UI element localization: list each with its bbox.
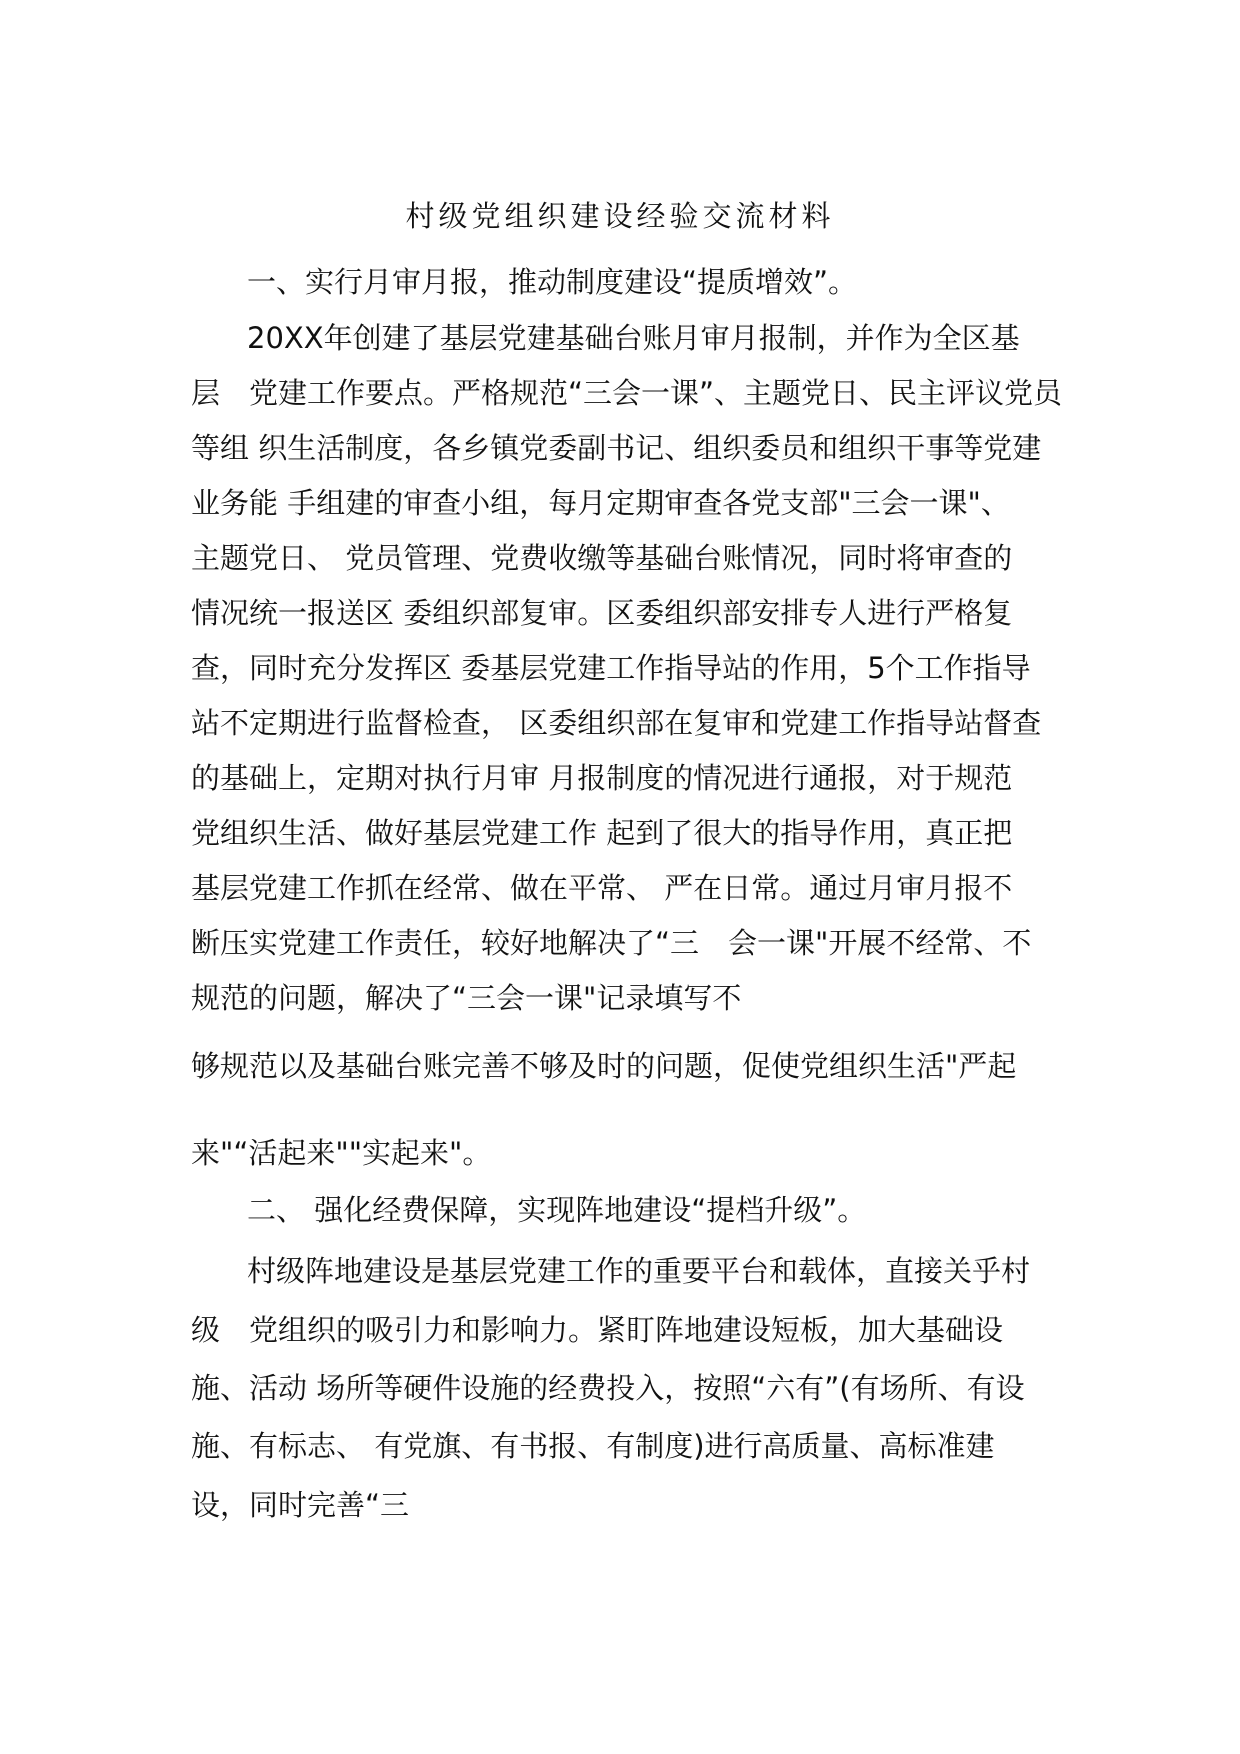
body-text-line: 查，同时充分发挥区 委基层党建工作指导站的作用，5个工作指导 (191, 651, 1031, 685)
body-text-line: 村级阵地建设是基层党建工作的重要平台和载体，直接关乎村 (247, 1254, 1031, 1288)
document-title: 村级党组织建设经验交流材料 (405, 199, 835, 233)
body-text-line: 基层党建工作抓在经常、做在平常、 严在日常。通过月审月报不 (191, 871, 1013, 905)
body-text-line: 规范的问题，解决了“三会一课"记录填写不 (191, 981, 742, 1015)
body-text-line: 等组 织生活制度，各乡镇党委副书记、组织委员和组织干事等党建 (191, 431, 1042, 465)
body-text-line: 施、有标志、 有党旗、有书报、有制度)进行高质量、高标准建 (191, 1429, 995, 1463)
heading-section-2: 二、 强化经费保障，实现阵地建设“提档升级”。 (247, 1193, 867, 1227)
body-text-line: 主题党日、 党员管理、党费收缴等基础台账情况，同时将审查的 (191, 541, 1013, 575)
body-text-line: 够规范以及基础台账完善不够及时的问题，促使党组织生活"严起 (191, 1049, 1017, 1083)
body-text-line: 的基础上，定期对执行月审 月报制度的情况进行通报，对于规范 (191, 761, 1013, 795)
body-text-line: 层 党建工作要点。严格规范“三会一课”、主题党日、民主评议党员 (191, 376, 1063, 410)
body-text-line: 设，同时完善“三 (191, 1488, 410, 1522)
body-text-line: 业务能 手组建的审查小组，每月定期审查各党支部"三会一课"、 (191, 486, 1010, 520)
body-text-line: 党组织生活、做好基层党建工作 起到了很大的指导作用，真正把 (191, 816, 1013, 850)
body-text-line: 施、活动 场所等硬件设施的经费投入，按照“六有”(有场所、有设 (191, 1371, 1025, 1405)
body-text-line: 20XX年创建了基层党建基础台账月审月报制，并作为全区基 (247, 321, 1020, 355)
body-text-line: 断压实党建工作责任，较好地解决了“三 会一课"开展不经常、不 (191, 926, 1032, 960)
body-text-line: 级 党组织的吸引力和影响力。紧盯阵地建设短板，加大基础设 (191, 1313, 1004, 1347)
body-text-line: 站不定期进行监督检查， 区委组织部在复审和党建工作指导站督查 (191, 706, 1042, 740)
heading-section-1: 一、实行月审月报，推动制度建设“提质增效”。 (247, 265, 858, 299)
body-text-line: 来"“活起来""实起来"。 (191, 1136, 492, 1170)
body-text-line: 情况统一报送区 委组织部复审。区委组织部安排专人进行严格复 (191, 596, 1013, 630)
